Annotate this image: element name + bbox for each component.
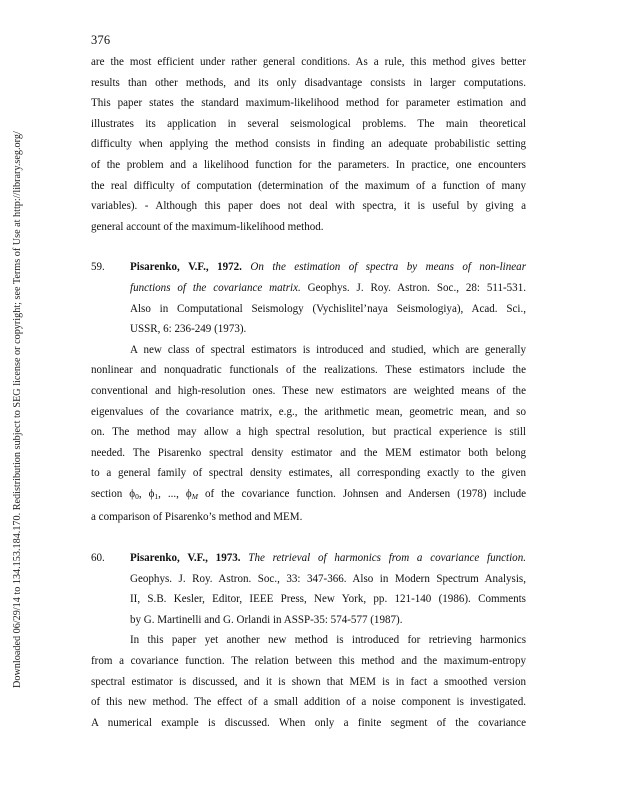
subscript: 0 [135, 491, 139, 501]
text-fragment: ..., [167, 487, 186, 500]
text-line: A numerical example is discussed. When only a finite segment of the covariance [91, 716, 526, 729]
entry-reference-line: II, S.B. Kesler, Editor, IEEE Press, New York, pp. 121-140 (1986). Comments [130, 593, 526, 606]
text-line: eigenvalues of the covariance matrix, e.g., the arithmetic mean, geometric mean, and so [91, 405, 526, 418]
page-body [91, 52, 526, 733]
text-line: difficulty when applying the method consists in finding an adequate probabilistic setting [91, 138, 526, 151]
entry-reference-line: Geophys. J. Roy. Astron. Soc., 33: 347-366. Also in Modern Spectrum Analysis, [130, 572, 526, 585]
text-line: of the problem and a likelihood function for the parameters. In practice, one encounters [91, 158, 526, 171]
text-line: on. The method may allow a high spectral resolution, but practical experience is still [91, 426, 526, 439]
abstract-59 [91, 340, 526, 528]
text-fragment: of the covariance function. Johnsen and Andersen (1978) include [197, 487, 526, 500]
text-line: a comparison of Pisarenko’s method and MEM. [91, 511, 303, 524]
bibliography-entry-59 [91, 257, 526, 339]
entry-number: 59. [91, 261, 105, 274]
text-line: to a general family of spectral density estimates, all corresponding exactly to the given [91, 467, 526, 480]
text-line: A new class of spectral estimators is introduced and studied, which are generally [130, 343, 526, 356]
entry-reference-line: by G. Martinelli and G. Orlandi in ASSP-35: 574-577 (1987). [130, 613, 403, 626]
download-notice-text: Downloaded 06/29/14 to 134.153.184.170. Redistribution subject to SEG license or copyright; see Terms of Use at http://library.seg.org/ [12, 131, 23, 688]
page-number: 376 [91, 33, 111, 47]
text-line: are the most efficient under rather general conditions. As a rule, this method gives better [91, 56, 526, 68]
entry-author: Pisarenko, V.F., 1973. [130, 552, 241, 565]
text-fragment: , [138, 487, 149, 500]
text-line: of this new method. The effect of a small addition of a noise component is investigated. [91, 696, 526, 709]
entry-author: Pisarenko, V.F., 1972. [130, 261, 242, 274]
entry-title-line [130, 278, 526, 299]
entry-reference-line: USSR, 6: 236-249 (1973). [130, 323, 247, 336]
text-line: In this paper yet another new method is introduced for retrieving harmonics [130, 634, 526, 647]
text-line: the real difficulty of computation (determination of the maximum of a function of many [91, 179, 526, 192]
text-line: from a covariance function. The relation between this method and the maximum-entropy [91, 655, 526, 668]
text-line: general account of the maximum-likelihood method. [91, 220, 324, 233]
text-fragment: section [91, 487, 130, 500]
entry-heading-line [91, 548, 526, 569]
subscript: M [191, 491, 198, 501]
bibliography-entry-60 [91, 548, 526, 630]
continuation-paragraph [91, 52, 526, 237]
text-line: conventional and high-resolution ones. These new estimators are weighted means of the [91, 384, 526, 397]
entry-title: The retrieval of harmonics from a covariance function. [248, 552, 526, 565]
entry-title: On the estimation of spectra by means of non-linear [250, 261, 526, 274]
text-fragment: , [158, 487, 168, 500]
text-line: variables). - Although this paper does not deal with spectra, it is useful by giving a [91, 200, 526, 213]
text-line: This paper states the standard maximum-likelihood method for parameter estimation and [91, 97, 526, 110]
subscript: 1 [154, 491, 159, 501]
abstract-60 [91, 630, 526, 733]
text-line: results than other methods, and its only disadvantage consists in larger computations. [91, 76, 526, 89]
text-line: spectral estimator is discussed, and it is shown that MEM is in fact a smoothed version [91, 675, 526, 688]
text-line: illustrates its application in several seismological problems. The main theoretical [91, 117, 526, 130]
entry-reference-line: Also in Computational Seismology (Vychislitel’naya Seismologiya), Acad. Sci., [130, 302, 526, 315]
entry-title-cont: functions of the covariance matrix. [130, 281, 301, 294]
entry-heading-line [91, 257, 526, 278]
text-line: needed. The Pisarenko spectral density estimator and the MEM estimator both belong [91, 446, 526, 459]
text-line: nonlinear and nonquadratic functionals of the realizations. These estimators include the [91, 364, 526, 377]
entry-source: Geophys. J. Roy. Astron. Soc., 28: 511-531. [300, 281, 526, 294]
text-line [91, 484, 526, 508]
phi-symbol: ϕ [148, 487, 155, 500]
phi-symbol: ϕ [129, 487, 136, 500]
entry-number: 60. [91, 552, 105, 565]
phi-symbol: ϕ [185, 487, 192, 500]
